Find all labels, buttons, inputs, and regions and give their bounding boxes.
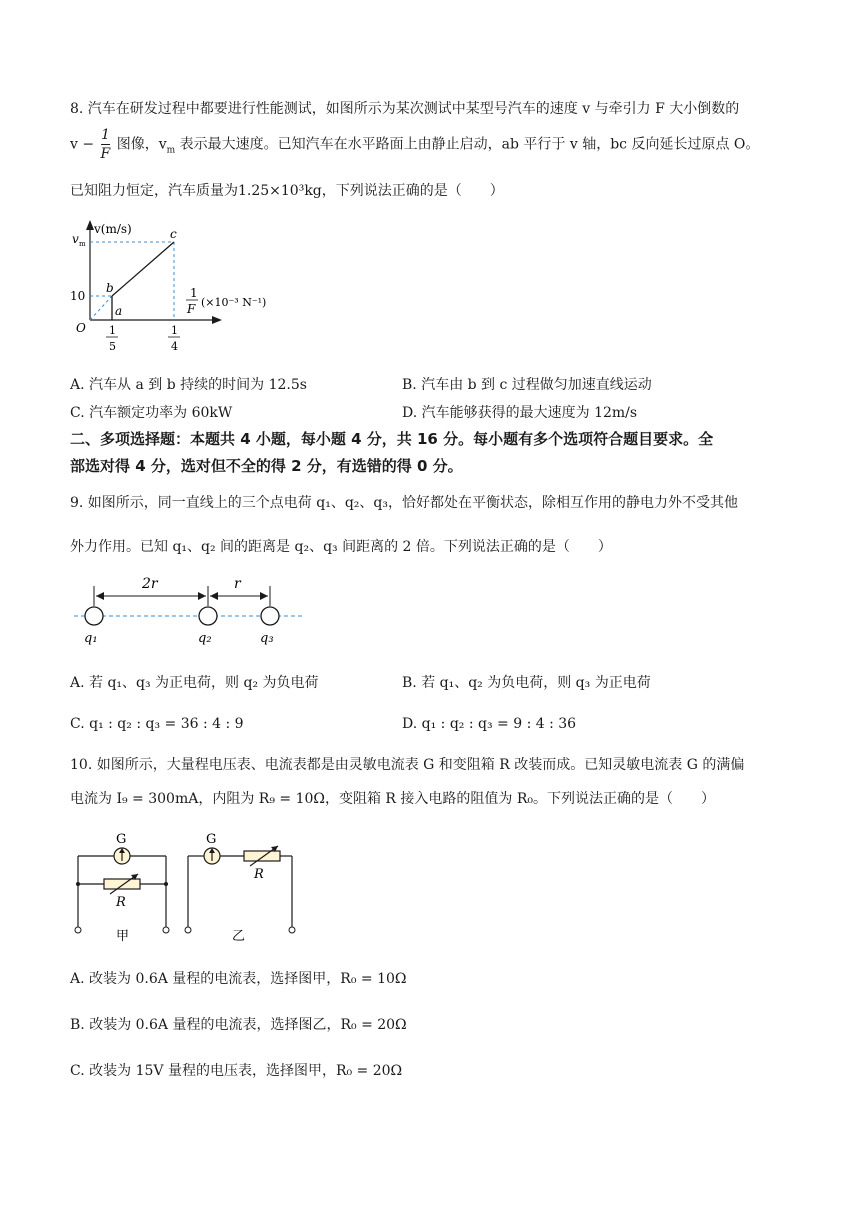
q8-stem-line3: 已知阻力恒定，汽车质量为1.25×10³kg，下列说法正确的是（ ）: [70, 183, 504, 199]
rheostat-icon: [244, 851, 280, 861]
q8-option-c[interactable]: C. 汽车额定功率为 60kW: [70, 405, 233, 421]
vm-sub-label: m: [79, 240, 86, 248]
q9-charges-figure: [72, 570, 312, 650]
label-q1: q₁: [84, 631, 98, 646]
q10-stem-line2: 电流为 I₉ = 300mA，内阻为 R₉ = 10Ω，变阻箱 R 接入电路的阻值为 R₀。下列说法正确的是（ ）: [70, 791, 716, 807]
segment-bc: [112, 242, 174, 296]
q8-velocity-graph: [66, 218, 296, 360]
q10-stem-line1: 10. 如图所示，大量程电压表、电流表都是由灵敏电流表 G 和变阻箱 R 改装而成。已知灵敏电流表 G 的满偏: [70, 757, 745, 773]
section2-heading-line2: 部选对得 4 分，选对但不全的得 2 分，有选错的得 0 分。: [70, 457, 463, 475]
q9-stem-line2: 外力作用。已知 q₁、q₂ 间的距离是 q₂、q₃ 间距离的 2 倍。下列说法正确的是（ ）: [70, 539, 612, 555]
q9-option-d[interactable]: D. q₁ : q₂ : q₃ = 9 : 4 : 36: [402, 716, 577, 732]
q9-option-c[interactable]: C. q₁ : q₂ : q₃ = 36 : 4 : 9: [70, 716, 244, 732]
label-q3: q₃: [260, 631, 274, 646]
q9-option-b[interactable]: B. 若 q₁、q₂ 为负电荷，则 q₃ 为正电荷: [402, 675, 651, 691]
q10-option-b[interactable]: B. 改装为 0.6A 量程的电流表，选择图乙，R₀ = 20Ω: [70, 1017, 407, 1033]
q8-option-d[interactable]: D. 汽车能够获得的最大速度为 12m/s: [402, 405, 638, 421]
vm-label: v: [72, 232, 79, 246]
jia-r-label: R: [116, 895, 126, 910]
point-a-label: a: [115, 304, 123, 318]
x-axis-arrow: [212, 316, 222, 324]
y-axis-arrow: [86, 220, 94, 230]
label-q2: q₂: [198, 631, 212, 646]
yi-r-label: R: [254, 867, 264, 882]
circuit-yi: [185, 832, 295, 944]
extension-dashed-line: [90, 296, 112, 320]
y-tick-10: 10: [70, 289, 86, 303]
charge-q2: [199, 607, 217, 625]
section2-heading-line1: 二、多项选择题：本题共 4 小题，每小题 4 分，共 16 分。每小题有多个选项符合题目要求。全: [70, 430, 714, 448]
q10-option-c[interactable]: C. 改装为 15V 量程的电压表，选择图甲，R₀ = 20Ω: [70, 1063, 403, 1079]
q9-stem-line1: 9. 如图所示，同一直线上的三个点电荷 q₁、q₂、q₃，恰好都处在平衡状态，除相互作用的静电力外不受其他: [70, 495, 738, 511]
q8-option-b[interactable]: B. 汽车由 b 到 c 过程做匀加速直线运动: [402, 377, 652, 393]
q10-option-a[interactable]: A. 改装为 0.6A 量程的电流表，选择图甲，R₀ = 10Ω: [70, 971, 407, 987]
rheostat-icon: [104, 879, 140, 889]
circuit-jia: [75, 832, 169, 944]
yi-caption: 乙: [232, 929, 246, 944]
distance-2r-label: 2r: [142, 576, 158, 592]
point-c-label: c: [170, 227, 177, 241]
q9-option-a[interactable]: A. 若 q₁、q₃ 为正电荷，则 q₂ 为负电荷: [70, 675, 319, 691]
y-axis-label: v(m/s): [94, 222, 132, 236]
arrowhead-right-r: [260, 592, 268, 600]
frac-denominator: F: [100, 146, 111, 162]
x-tick1-den: 5: [109, 340, 116, 353]
x-tick2-den: 4: [171, 340, 178, 353]
q8-line2-sub: m: [166, 145, 176, 156]
q10-circuit-figures: [68, 826, 308, 950]
charge-q1: [85, 607, 103, 625]
x-tick2-num: 1: [171, 324, 178, 337]
q8-stem-line2: [70, 126, 759, 163]
point-b-label: b: [106, 281, 114, 295]
distance-r-label: r: [234, 576, 241, 592]
arrowhead-right-2r: [198, 592, 206, 600]
jia-caption: 甲: [116, 929, 130, 944]
yi-g-label: G: [206, 832, 217, 847]
q8-fraction: [101, 126, 111, 163]
q8-v-minus: v −: [70, 136, 95, 153]
origin-label: O: [76, 321, 86, 335]
q8-line2-post: 图像，v: [116, 136, 167, 153]
arrowhead-left-2r: [96, 592, 104, 600]
q8-stem-line1: 8. 汽车在研发过程中都要进行性能测试，如图所示为某次测试中某型号汽车的速度 v 与牵引力 F 大小倒数的: [70, 101, 740, 117]
x-label-den: F: [187, 302, 196, 316]
q8-line2-rest: 表示最大速度。已知汽车在水平路面上由静止启动，ab 平行于 v 轴，bc 反向延长过原点 O。: [175, 136, 760, 153]
q8-option-a[interactable]: A. 汽车从 a 到 b 持续的时间为 12.5s: [70, 377, 307, 393]
x-label-num: 1: [190, 286, 198, 300]
x-tick1-num: 1: [109, 324, 116, 337]
frac-numerator: 1: [100, 127, 110, 143]
charge-q3: [261, 607, 279, 625]
arrowhead-left-r: [210, 592, 218, 600]
jia-g-label: G: [116, 832, 127, 847]
x-unit-label: (×10⁻³ N⁻¹): [201, 296, 267, 309]
